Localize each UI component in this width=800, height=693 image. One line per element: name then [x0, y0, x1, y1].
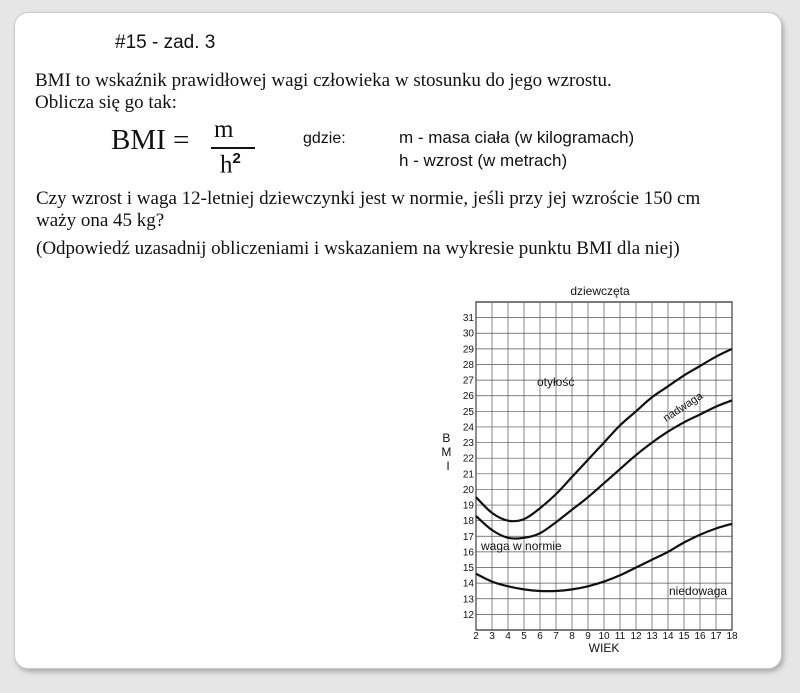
where-label: gdzie:	[303, 130, 346, 147]
x-tick-label: 5	[521, 631, 527, 642]
y-tick-label: 12	[462, 609, 474, 621]
y-tick-label: 19	[462, 500, 474, 512]
y-axis-label-char-2: M	[441, 445, 452, 459]
label-waga-w-normie: waga w normie	[481, 539, 562, 553]
x-tick-label: 3	[489, 631, 495, 642]
y-tick-label: 25	[462, 406, 474, 418]
x-tick-label: 12	[630, 631, 642, 642]
y-tick-label: 29	[462, 344, 474, 356]
y-axis-label-char-1: B	[442, 431, 451, 445]
x-tick-label: 14	[662, 631, 674, 642]
x-tick-label: 16	[694, 631, 706, 642]
y-axis-label-char-3: I	[446, 459, 450, 473]
intro-line-1: BMI to wskaźnik prawidłowej wagi człowieka w stosunku do jego wzrostu.	[35, 70, 612, 91]
formula-numerator: m	[214, 116, 234, 143]
label-otylosc: otyłość	[537, 375, 575, 389]
y-tick-label: 14	[462, 578, 474, 590]
x-axis-label: WIEK	[588, 641, 620, 655]
formula-denominator-base: h	[220, 151, 233, 179]
intro-line-2: Oblicza się go tak:	[35, 92, 177, 113]
x-tick-label: 8	[569, 631, 575, 642]
y-tick-label: 26	[462, 391, 474, 403]
y-tick-label: 15	[462, 563, 474, 575]
y-tick-label: 27	[462, 375, 474, 387]
label-nadwaga: nadwaga	[661, 390, 706, 425]
x-tick-label: 18	[726, 631, 738, 642]
y-axis-label	[441, 431, 454, 473]
y-tick-label: 28	[462, 359, 474, 371]
y-tick-label: 20	[462, 484, 474, 496]
y-tick-label: 18	[462, 516, 474, 528]
y-tick-label: 21	[462, 469, 474, 481]
x-tick-label: 15	[678, 631, 690, 642]
chart-title: dziewczęta	[570, 284, 630, 298]
formula-denominator-exponent: 2	[232, 150, 241, 167]
question-line-2: waży ona 45 kg?	[36, 210, 165, 231]
x-tick-label: 9	[585, 631, 591, 642]
label-niedowaga: niedowaga	[669, 584, 728, 598]
x-tick-label: 11	[614, 631, 626, 642]
definition-h: h - wzrost (w metrach)	[399, 151, 568, 170]
question-line-3: (Odpowiedź uzasadnij obliczeniami i wskazaniem na wykresie punktu BMI dla niej)	[36, 238, 680, 259]
x-tick-label: 13	[646, 631, 658, 642]
x-tick-label: 10	[598, 631, 610, 642]
y-tick-label: 31	[462, 313, 474, 325]
x-tick-label: 6	[537, 631, 543, 642]
y-tick-label: 30	[462, 328, 474, 340]
x-tick-label: 7	[553, 631, 559, 642]
y-tick-label: 22	[462, 453, 474, 465]
y-tick-label: 17	[462, 531, 474, 543]
formula-lhs: BMI =	[111, 124, 190, 156]
x-tick-label: 4	[505, 631, 511, 642]
task-header: #15 - zad. 3	[115, 32, 216, 53]
x-tick-label: 17	[710, 631, 722, 642]
y-tick-label: 23	[462, 438, 474, 450]
definition-m: m - masa ciała (w kilogramach)	[399, 128, 635, 147]
y-tick-label: 16	[462, 547, 474, 559]
y-tick-label: 24	[462, 422, 474, 434]
question-line-1: Czy wzrost i waga 12-letniej dziewczynki jest w normie, jeśli przy jej wzroście 150 cm	[36, 188, 701, 209]
y-tick-label: 13	[462, 594, 474, 606]
x-tick-label: 2	[473, 631, 479, 642]
